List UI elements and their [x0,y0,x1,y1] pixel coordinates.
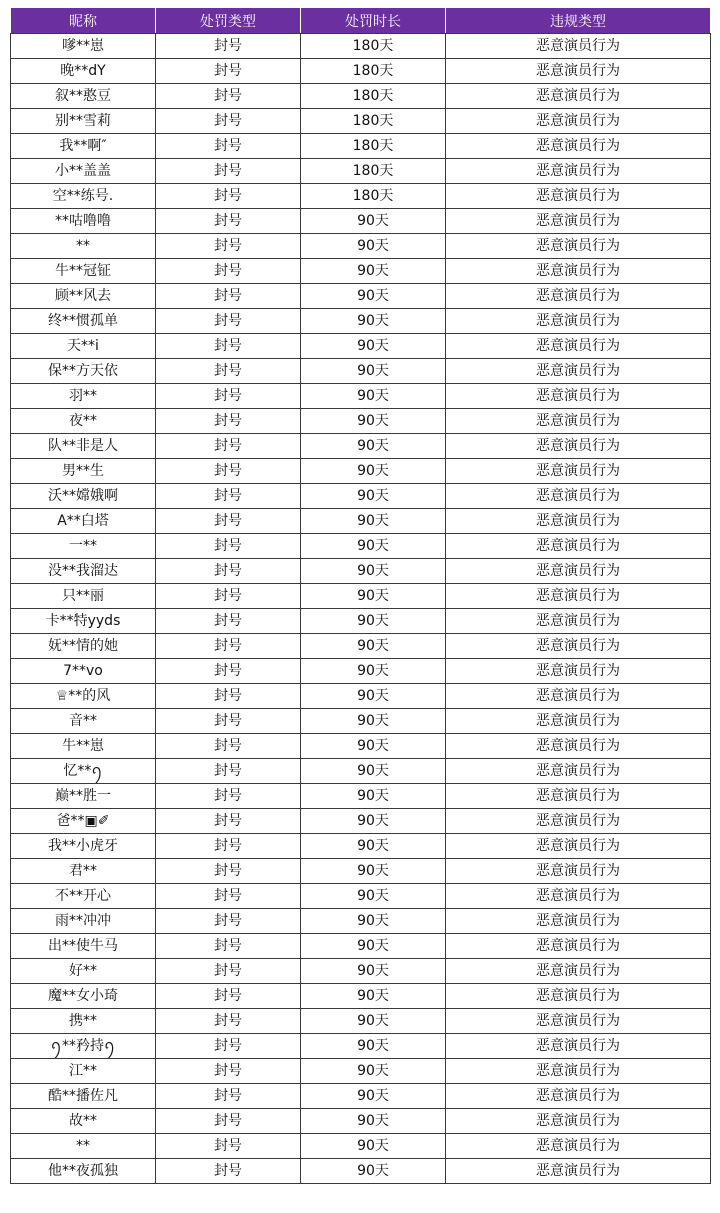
penalty-type-cell: 封号 [156,1134,301,1159]
penalty-type-cell: 封号 [156,634,301,659]
violation-type-cell: 恶意演员行为 [446,709,711,734]
table-row [11,1109,711,1134]
penalty-type-cell: 封号 [156,659,301,684]
penalty-duration-cell: 90天 [301,884,446,909]
penalty-type-cell: 封号 [156,734,301,759]
penalty-type-cell: 封号 [156,559,301,584]
header-row [11,8,711,34]
nickname-cell: 故** [11,1109,156,1134]
table-row [11,284,711,309]
table-row [11,834,711,859]
violation-type-cell: 恶意演员行为 [446,384,711,409]
penalty-type-cell: 封号 [156,209,301,234]
penalty-duration-cell: 90天 [301,1134,446,1159]
penalty-type-cell: 封号 [156,184,301,209]
penalty-duration-cell: 90天 [301,759,446,784]
penalty-duration-cell: 90天 [301,334,446,359]
violation-type-cell: 恶意演员行为 [446,1109,711,1134]
table-row [11,934,711,959]
penalty-type-cell: 封号 [156,609,301,634]
penalty-duration-cell: 90天 [301,984,446,1009]
penalty-type-cell: 封号 [156,1159,301,1184]
table-row [11,134,711,159]
table-row [11,709,711,734]
nickname-cell: 好** [11,959,156,984]
penalty-type-cell: 封号 [156,759,301,784]
table-header [11,8,711,34]
table-row [11,359,711,384]
penalty-duration-cell: 90天 [301,1084,446,1109]
violation-type-cell: 恶意演员行为 [446,134,711,159]
penalty-type-cell: 封号 [156,959,301,984]
violation-type-cell: 恶意演员行为 [446,359,711,384]
violation-type-cell: 恶意演员行为 [446,84,711,109]
penalty-duration-cell: 90天 [301,1059,446,1084]
nickname-cell: 牛**冠钲 [11,259,156,284]
penalty-duration-cell: 90天 [301,609,446,634]
nickname-cell: 只**丽 [11,584,156,609]
violation-type-cell: 恶意演员行为 [446,1034,711,1059]
penalty-duration-cell: 90天 [301,834,446,859]
nickname-cell: 音** [11,709,156,734]
table-row [11,634,711,659]
nickname-cell: ♕**的风 [11,684,156,709]
header-penalty-duration: 处罚时长 [301,8,446,34]
table-row [11,1134,711,1159]
penalty-duration-cell: 180天 [301,59,446,84]
violation-type-cell: 恶意演员行为 [446,609,711,634]
penalty-type-cell: 封号 [156,1059,301,1084]
table-row [11,459,711,484]
table-row [11,1084,711,1109]
nickname-cell: **咕噜噜 [11,209,156,234]
table-row [11,1159,711,1184]
penalty-type-cell: 封号 [156,1009,301,1034]
table-row [11,434,711,459]
table-row [11,734,711,759]
penalty-duration-cell: 90天 [301,534,446,559]
nickname-cell: 夜** [11,409,156,434]
nickname-cell: 出**使牛马 [11,934,156,959]
violation-type-cell: 恶意演员行为 [446,1009,711,1034]
table-body [11,34,711,1184]
nickname-cell: A**白塔 [11,509,156,534]
table-row [11,959,711,984]
penalty-type-cell: 封号 [156,234,301,259]
nickname-cell: 牛**崽 [11,734,156,759]
penalty-duration-cell: 90天 [301,434,446,459]
table-row [11,984,711,1009]
table-row [11,334,711,359]
penalty-type-cell: 封号 [156,359,301,384]
penalty-type-cell: 封号 [156,709,301,734]
header-penalty-type: 处罚类型 [156,8,301,34]
table-row [11,909,711,934]
penalty-duration-cell: 90天 [301,934,446,959]
nickname-cell: 我**小虎牙 [11,834,156,859]
violation-type-cell: 恶意演员行为 [446,309,711,334]
violation-type-cell: 恶意演员行为 [446,484,711,509]
violation-type-cell: 恶意演员行为 [446,809,711,834]
table-row [11,159,711,184]
table-row [11,484,711,509]
nickname-cell: 男**生 [11,459,156,484]
nickname-cell: ** [11,234,156,259]
penalty-duration-cell: 90天 [301,459,446,484]
nickname-cell: 嗲**崽 [11,34,156,59]
nickname-cell: 一** [11,534,156,559]
penalty-duration-cell: 90天 [301,584,446,609]
nickname-cell: 晚**dY [11,59,156,84]
nickname-cell: 叙**憨豆 [11,84,156,109]
table-row [11,184,711,209]
penalty-type-cell: 封号 [156,534,301,559]
violation-type-cell: 恶意演员行为 [446,734,711,759]
violation-type-cell: 恶意演员行为 [446,59,711,84]
nickname-cell: ꪆ**矜持ꪆ [11,1034,156,1059]
table-row [11,34,711,59]
penalty-type-cell: 封号 [156,434,301,459]
violation-type-cell: 恶意演员行为 [446,434,711,459]
violation-type-cell: 恶意演员行为 [446,234,711,259]
penalty-duration-cell: 180天 [301,109,446,134]
penalty-type-cell: 封号 [156,684,301,709]
violation-type-cell: 恶意演员行为 [446,909,711,934]
penalty-type-cell: 封号 [156,459,301,484]
violation-type-cell: 恶意演员行为 [446,984,711,1009]
penalty-duration-cell: 90天 [301,909,446,934]
penalty-type-cell: 封号 [156,84,301,109]
penalty-type-cell: 封号 [156,159,301,184]
violation-type-cell: 恶意演员行为 [446,759,711,784]
penalty-duration-cell: 90天 [301,859,446,884]
penalty-type-cell: 封号 [156,909,301,934]
nickname-cell: 酷**播佐凡 [11,1084,156,1109]
violation-type-cell: 恶意演员行为 [446,284,711,309]
penalty-type-cell: 封号 [156,59,301,84]
penalty-type-cell: 封号 [156,484,301,509]
nickname-cell: 妩**情的她 [11,634,156,659]
penalty-type-cell: 封号 [156,1034,301,1059]
violation-type-cell: 恶意演员行为 [446,259,711,284]
table-row [11,884,711,909]
nickname-cell: 沃**嫦娥啊 [11,484,156,509]
violation-type-cell: 恶意演员行为 [446,559,711,584]
nickname-cell: 别**雪莉 [11,109,156,134]
table-row [11,559,711,584]
penalty-duration-cell: 90天 [301,1109,446,1134]
penalty-duration-cell: 90天 [301,634,446,659]
penalty-type-cell: 封号 [156,784,301,809]
violation-type-cell: 恶意演员行为 [446,34,711,59]
violation-type-cell: 恶意演员行为 [446,634,711,659]
table-row [11,809,711,834]
penalty-duration-cell: 90天 [301,959,446,984]
nickname-cell: 保**方天依 [11,359,156,384]
nickname-cell: 江** [11,1059,156,1084]
violation-type-cell: 恶意演员行为 [446,659,711,684]
table-row [11,84,711,109]
violation-type-cell: 恶意演员行为 [446,209,711,234]
nickname-cell: 巅**胜一 [11,784,156,809]
nickname-cell: 终**惯孤单 [11,309,156,334]
nickname-cell: 不**开心 [11,884,156,909]
violation-type-cell: 恶意演员行为 [446,1059,711,1084]
table-row [11,534,711,559]
violation-type-cell: 恶意演员行为 [446,1159,711,1184]
penalty-type-cell: 封号 [156,409,301,434]
penalty-type-cell: 封号 [156,284,301,309]
header-violation-type: 违规类型 [446,8,711,34]
violation-type-cell: 恶意演员行为 [446,884,711,909]
violation-type-cell: 恶意演员行为 [446,834,711,859]
penalty-duration-cell: 90天 [301,784,446,809]
penalty-duration-cell: 90天 [301,1159,446,1184]
penalty-type-cell: 封号 [156,809,301,834]
table-row [11,509,711,534]
violation-type-cell: 恶意演员行为 [446,509,711,534]
penalty-type-cell: 封号 [156,859,301,884]
table-row [11,309,711,334]
penalty-duration-cell: 90天 [301,209,446,234]
nickname-cell: 小**盖盖 [11,159,156,184]
penalty-type-cell: 封号 [156,509,301,534]
violation-type-cell: 恶意演员行为 [446,184,711,209]
nickname-cell: 忆**ꪆ [11,759,156,784]
violation-type-cell: 恶意演员行为 [446,334,711,359]
header-nickname: 昵称 [11,8,156,34]
table-row [11,384,711,409]
penalty-type-cell: 封号 [156,1109,301,1134]
nickname-cell: 雨**冲冲 [11,909,156,934]
nickname-cell: 爸**▣✐ [11,809,156,834]
penalty-duration-cell: 180天 [301,159,446,184]
nickname-cell: 卡**特yyds [11,609,156,634]
penalty-type-cell: 封号 [156,134,301,159]
penalty-duration-cell: 90天 [301,1009,446,1034]
violation-type-cell: 恶意演员行为 [446,1084,711,1109]
nickname-cell: 他**夜孤独 [11,1159,156,1184]
penalty-duration-cell: 90天 [301,259,446,284]
penalty-duration-cell: 90天 [301,1034,446,1059]
nickname-cell: 空**练号. [11,184,156,209]
nickname-cell: 我**啊″ [11,134,156,159]
table-row [11,584,711,609]
penalty-table [10,8,711,1184]
penalty-type-cell: 封号 [156,584,301,609]
table-row [11,409,711,434]
penalty-duration-cell: 90天 [301,709,446,734]
penalty-type-cell: 封号 [156,834,301,859]
table-row [11,684,711,709]
nickname-cell: 魔**女小琦 [11,984,156,1009]
violation-type-cell: 恶意演员行为 [446,584,711,609]
penalty-type-cell: 封号 [156,259,301,284]
table-row [11,759,711,784]
violation-type-cell: 恶意演员行为 [446,109,711,134]
penalty-type-cell: 封号 [156,884,301,909]
table-row [11,1034,711,1059]
penalty-duration-cell: 90天 [301,409,446,434]
penalty-duration-cell: 90天 [301,559,446,584]
violation-type-cell: 恶意演员行为 [446,684,711,709]
penalty-duration-cell: 180天 [301,184,446,209]
penalty-type-cell: 封号 [156,34,301,59]
violation-type-cell: 恶意演员行为 [446,459,711,484]
penalty-duration-cell: 90天 [301,509,446,534]
penalty-duration-cell: 90天 [301,484,446,509]
penalty-duration-cell: 90天 [301,359,446,384]
violation-type-cell: 恶意演员行为 [446,859,711,884]
penalty-type-cell: 封号 [156,984,301,1009]
penalty-duration-cell: 180天 [301,84,446,109]
table-row [11,784,711,809]
violation-type-cell: 恶意演员行为 [446,784,711,809]
penalty-duration-cell: 90天 [301,684,446,709]
table-row [11,609,711,634]
penalty-type-cell: 封号 [156,384,301,409]
table-row [11,859,711,884]
nickname-cell: 君** [11,859,156,884]
table-row [11,59,711,84]
penalty-type-cell: 封号 [156,309,301,334]
table-row [11,1059,711,1084]
penalty-duration-cell: 90天 [301,384,446,409]
penalty-duration-cell: 180天 [301,34,446,59]
nickname-cell: 没**我溜达 [11,559,156,584]
penalty-table-container [10,8,710,1184]
violation-type-cell: 恶意演员行为 [446,534,711,559]
nickname-cell: 携** [11,1009,156,1034]
table-row [11,109,711,134]
table-row [11,234,711,259]
nickname-cell: 7**vo [11,659,156,684]
penalty-duration-cell: 180天 [301,134,446,159]
violation-type-cell: 恶意演员行为 [446,1134,711,1159]
penalty-duration-cell: 90天 [301,809,446,834]
violation-type-cell: 恶意演员行为 [446,959,711,984]
violation-type-cell: 恶意演员行为 [446,934,711,959]
penalty-type-cell: 封号 [156,109,301,134]
violation-type-cell: 恶意演员行为 [446,159,711,184]
penalty-type-cell: 封号 [156,1084,301,1109]
nickname-cell: 天**i [11,334,156,359]
nickname-cell: 羽** [11,384,156,409]
table-row [11,259,711,284]
penalty-duration-cell: 90天 [301,659,446,684]
violation-type-cell: 恶意演员行为 [446,409,711,434]
table-row [11,1009,711,1034]
penalty-duration-cell: 90天 [301,734,446,759]
penalty-duration-cell: 90天 [301,234,446,259]
penalty-type-cell: 封号 [156,934,301,959]
nickname-cell: 队**非是人 [11,434,156,459]
penalty-duration-cell: 90天 [301,284,446,309]
table-row [11,659,711,684]
nickname-cell: ** [11,1134,156,1159]
penalty-type-cell: 封号 [156,334,301,359]
penalty-duration-cell: 90天 [301,309,446,334]
table-row [11,209,711,234]
nickname-cell: 顾**风去 [11,284,156,309]
